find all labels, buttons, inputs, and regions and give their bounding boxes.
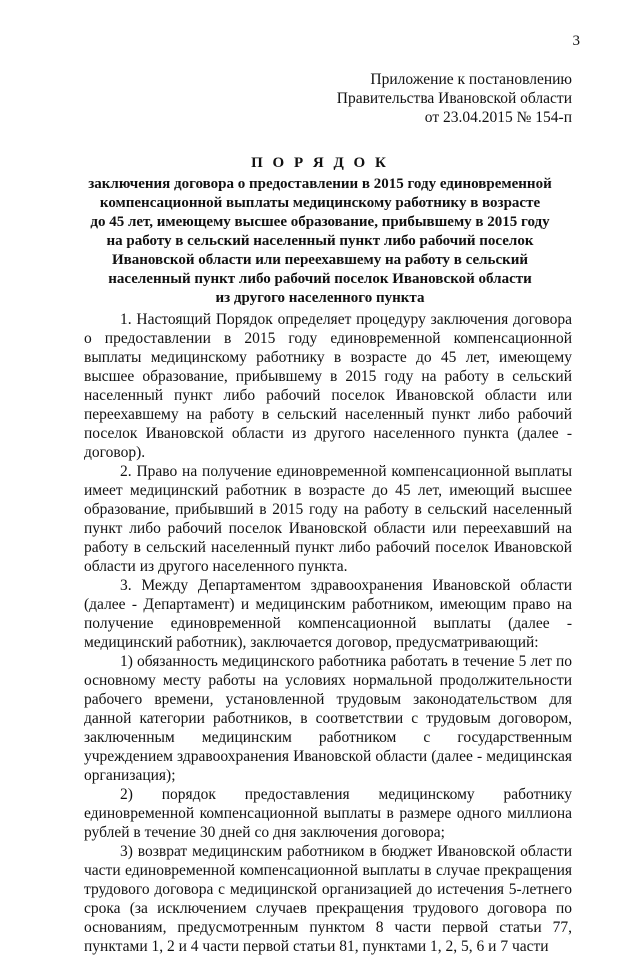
subtitle-line: населенный пункт либо рабочий поселок Ивановской области — [108, 271, 532, 287]
subparagraph-2: 2) порядок предоставления медицинскому работнику единовременной компенсационной выплаты в размере одного миллиона рублей в течение 30 дней со дня заключения договора; — [84, 786, 572, 841]
paragraph-3: 3. Между Департаментом здравоохранения Ивановской области (далее - Департамент) и медицинским работником, имеющим право на получение единовременной компенсационной выплаты (далее - медицинский работник), заключается договор, предусматривающий: — [84, 577, 572, 651]
subtitle-line: Ивановской области или переехавшему на работу в сельский — [111, 252, 529, 268]
document-body — [84, 310, 572, 956]
subtitle-line: из другого населенного пункта — [215, 290, 425, 306]
subtitle-line: до 45 лет, имеющему высшее образование, прибывшему в 2015 году — [90, 214, 550, 230]
subtitle-line: компенсационной выплаты медицинскому работнику в возрасте — [99, 195, 541, 211]
annex-line: Приложение к постановлению — [370, 71, 572, 88]
subparagraph-3: 3) возврат медицинским работником в бюджет Ивановской области части единовременной компенсационной выплаты в случае прекращения трудового договора с медицинской организацией до истечения 5-летнего срока (за исключением случаев прекращения трудового договора по основаниям, предусмотренным пунктом 8 части первой статьи 77, пунктами 1, 2 и 4 части первой статьи 81, пунктами 1, 2, 5, 6 и 7 части — [84, 843, 572, 955]
subtitle-line: заключения договора о предоставлении в 2015 году единовременной — [88, 176, 552, 192]
document-subtitle — [60, 175, 580, 308]
paragraph-1: 1. Настоящий Порядок определяет процедуру заключения договора о предоставлении в 2015 году единовременной компенсационной выплаты медицинскому работнику в возрасте до 45 лет, имеющему высшее образование, прибывшему в 2015 году на работу в сельский населенный пункт либо рабочий поселок Ивановской области или переехавшему на работу в сельский населенный пункт либо рабочий поселок Ивановской области из другого населенного пункта (далее - договор). — [84, 311, 572, 461]
page-number: 3 — [572, 33, 580, 49]
paragraph-2: 2. Право на получение единовременной компенсационной выплаты имеет медицинский работник в возрасте до 45 лет, имеющий высшее образование, прибывший в 2015 году на работу в сельский населенный пункт либо рабочий поселок Ивановской области или переехавший на работу в сельский населенный пункт либо рабочий поселок Ивановской области из другого населенного пункта. — [84, 463, 572, 575]
annex-header — [337, 70, 572, 127]
subparagraph-1: 1) обязанность медицинского работника работать в течение 5 лет по основному месту работы на условиях нормальной продолжительности рабочего времени, установленной трудовым законодательством для данной категории работников, в соответствии с трудовым договором, заключенным медицинским работником с государственным учреждением здравоохранения Ивановской области (далее - медицинская организация); — [84, 653, 572, 784]
annex-line: Правительства Ивановской области — [336, 90, 572, 107]
document-title: П О Р Я Д О К — [251, 155, 389, 171]
annex-line: от 23.04.2015 № 154-п — [424, 109, 572, 126]
subtitle-line: на работу в сельский населенный пункт либо рабочий поселок — [106, 233, 534, 249]
